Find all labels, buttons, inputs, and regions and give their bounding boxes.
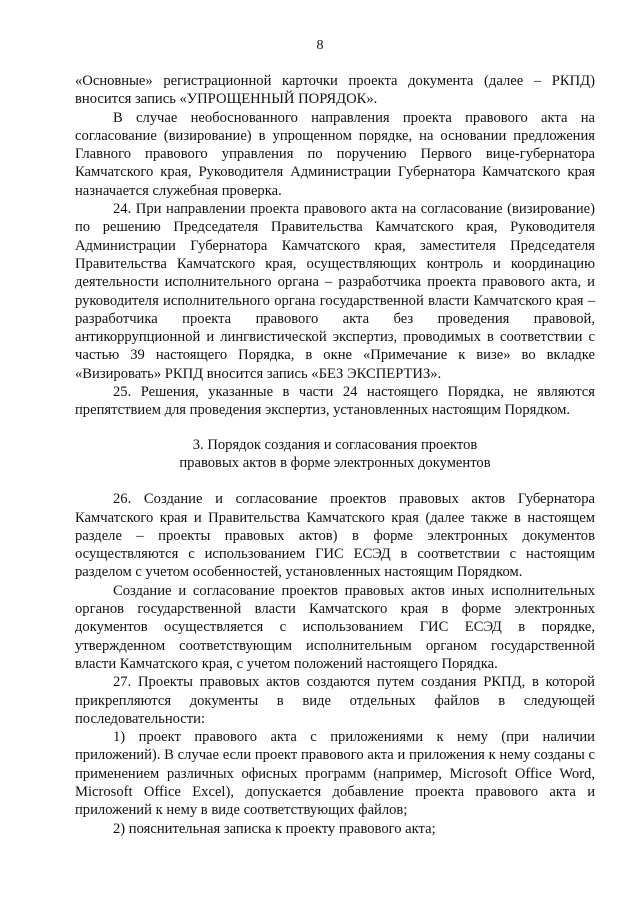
page-number: 8 — [316, 38, 324, 53]
paragraph-registration-card: «Основные» регистрационной карточки проекта документа (далее – РКПД) вносится запись «УПРОЩЕННЫЙ ПОРЯДОК». — [75, 73, 595, 108]
paragraph-unjustified-simplified: В случае необоснованного направления проекта правового акта на согласование (визирование) в упрощенном порядке, на основании предложения Главного правового управления по поручению Первого вице-губернатора Камчатского края, Руководителя Администрации Губернатора Камчатского края назначается служебная проверка. — [75, 109, 595, 199]
paragraph-25: 25. Решения, указанные в части 24 настоящего Порядка, не являются препятствием для проведения экспертиз, установленных настоящим Порядком. — [75, 384, 595, 419]
list-item-1: 1) проект правового акта с приложениями к нему (при наличии приложений). В случае если проект правового акта и приложения к нему созданы с применением различных офисных программ (например, Microsoft Office Word, Microsoft Office Excel), допускается добавление проекта правового акта и приложений к нему в виде соответствующих файлов; — [75, 729, 595, 819]
section-heading — [75, 436, 595, 473]
document-body — [75, 72, 595, 838]
paragraph-other-acts: Создание и согласование проектов правовых актов иных исполнительных органов государственной власти Камчатского края в форме электронных документов осуществляется с использованием ГИС ЕСЭД в порядке, утвержденном соответствующим исполнительным органом государственной власти Камчатского края, с учетом положений настоящего Порядка. — [75, 582, 595, 672]
paragraph-27: 27. Проекты правовых актов создаются путем создания РКПД, в которой прикрепляются документы в виде отдельных файлов в следующей последовательности: — [75, 674, 595, 727]
list-item-2: 2) пояснительная записка к проекту правового акта; — [113, 820, 436, 837]
paragraph-24: 24. При направлении проекта правового акта на согласование (визирование) по решению Председателя Правительства Камчатского края, Руководителя Администрации Губернатора Камчатского края, заместителя Председателя Правительства Камчатского края, осуществляющих контроль и координацию деятельности исполнительного органа – разработчика проекта правового акта, и руководителя исполнительного органа государственной власти Камчатского края – разработчика проекта правового акта без проведения правовой, антикоррупционной и лингвистической экспертиз, проводимых в соответствии с частью 39 настоящего Порядка, в окне «Примечание к визе» во вкладке «Визировать» РКПД вносится запись «БЕЗ ЭКСПЕРТИЗ». — [75, 201, 595, 382]
section-heading-line-2: правовых актов в форме электронных документов — [179, 454, 491, 471]
paragraph-26: 26. Создание и согласование проектов правовых актов Губернатора Камчатского края и Правительства Камчатского края (далее также в настоящем разделе – проекты правовых актов) в форме электронных документов осуществляются с использованием ГИС ЕСЭД в соответствии с настоящим разделом с учетом особенностей, установленных настоящим Порядком. — [75, 491, 595, 581]
section-heading-line-1: 3. Порядок создания и согласования проектов — [192, 436, 478, 453]
